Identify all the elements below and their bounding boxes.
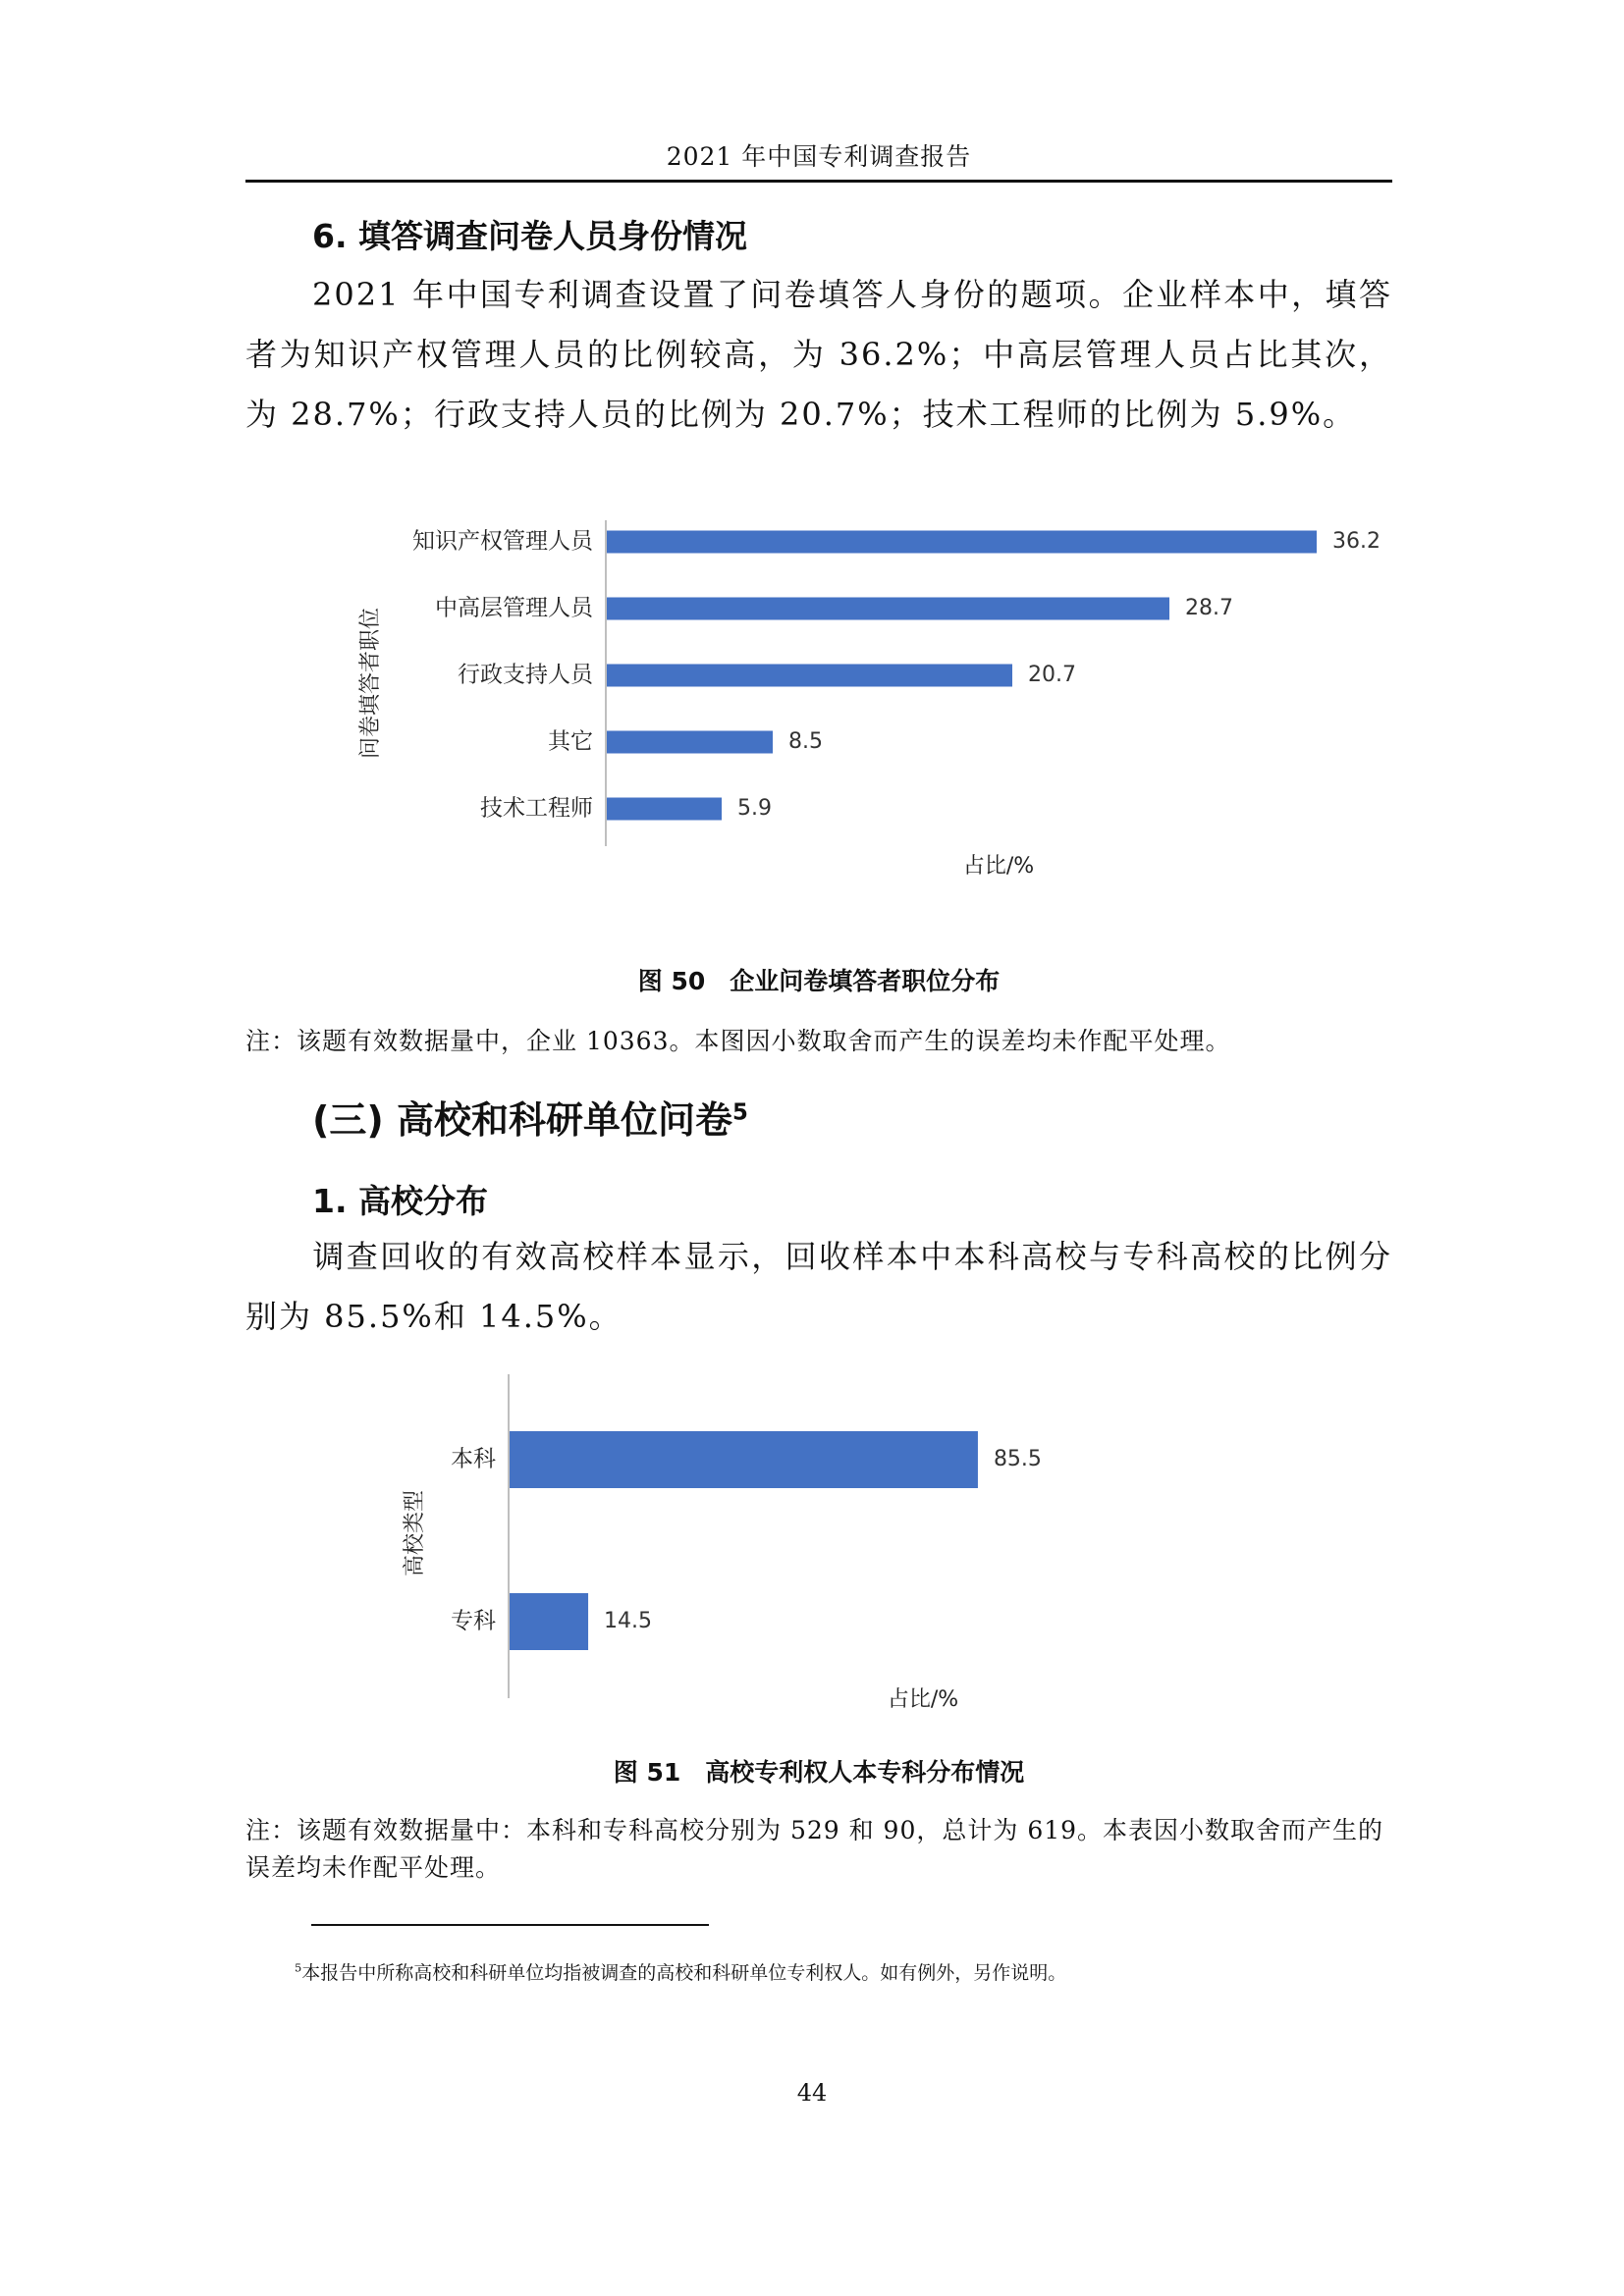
chart-51-category-label: 专科 [451,1608,496,1634]
footnote-ref[interactable]: 5 [731,1099,748,1126]
section-1-paragraph-text: 调查回收的有效高校样本显示，回收样本中本科高校与专科高校的比例分别为 85.5%和 14.5%。 [245,1238,1392,1335]
chart-51-xlabel: 占比/% [887,1687,959,1712]
chart-50-value-label: 8.5 [788,729,823,754]
chart-50-value-label: 36.2 [1332,529,1380,554]
chart-50-category-label: 中高层管理人员 [435,595,593,621]
section-6-heading: 6. 填答调查问卷人员身份情况 [312,217,747,255]
section-6-paragraph-text: 2021 年中国专利调查设置了问卷填答人身份的题项。企业样本中，填答者为知识产权管理人员的比例较高，为 36.2%；中高层管理人员占比其次，为 28.7%；行政支持人员的比例为 20.7%；技术工程师的比例为 5.9%。 [245,276,1392,433]
chart-50-xlabel: 占比/% [962,854,1035,879]
figure-50-caption: 图 50 企业问卷填答者职位分布 [637,967,1001,995]
header-rule [245,180,1392,183]
chart-51-value-label: 85.5 [993,1447,1042,1471]
chart-50-bar [606,531,1317,554]
footnote-rule [311,1924,709,1926]
chart-50-bar [606,731,773,754]
chart-51 [245,1374,1392,1728]
chart-50-category-label: 技术工程师 [480,795,593,822]
running-header: 2021 年中国专利调查报告 [666,142,972,171]
chart-50-ylabel: 问卷填答者职位 [358,607,383,760]
section-3-heading-text: (三) 高校和科研单位问卷 [312,1098,732,1142]
footnote-mark: 5 [295,1960,302,1975]
section-3-heading [312,1090,748,1144]
chart-50-category-label: 其它 [548,728,593,755]
chart-50-value-label: 5.9 [737,796,772,821]
section-1-heading: 1. 高校分布 [312,1182,488,1220]
figure-51-caption: 图 51 高校专利权人本专科分布情况 [613,1758,1025,1787]
chart-50-bar [606,665,1012,687]
chart-50-value-label: 28.7 [1185,596,1233,620]
chart-51-category-label: 本科 [451,1446,496,1472]
chart-50 [245,491,1392,893]
page-number: 44 [796,2079,828,2107]
chart-50-bar [606,598,1169,620]
figure-50-note: 注：该题有效数据量中，企业 10363。本图因小数取舍而产生的误差均未作配平处理。 [245,1027,1231,1055]
chart-51-value-label: 14.5 [604,1609,653,1633]
chart-51-bar [509,1431,978,1488]
footnote-text: 本报告中所称高校和科研单位均指被调查的高校和科研单位专利权人。如有例外，另作说明。 [301,1962,1067,1984]
chart-51-bar [509,1593,588,1650]
chart-50-category-label: 知识产权管理人员 [412,528,593,555]
chart-50-value-label: 20.7 [1028,663,1076,687]
chart-50-bar [606,798,722,821]
section-6-paragraph [245,265,1392,445]
chart-50-category-label: 行政支持人员 [458,662,593,688]
section-1-paragraph [245,1227,1392,1347]
footnote [295,1958,1066,1985]
figure-51-note: 注：该题有效数据量中：本科和专科高校分别为 529 和 90，总计为 619。本表因小数取舍而产生的误差均未作配平处理。 [245,1816,1384,1882]
chart-51-ylabel: 高校类型 [403,1489,427,1577]
